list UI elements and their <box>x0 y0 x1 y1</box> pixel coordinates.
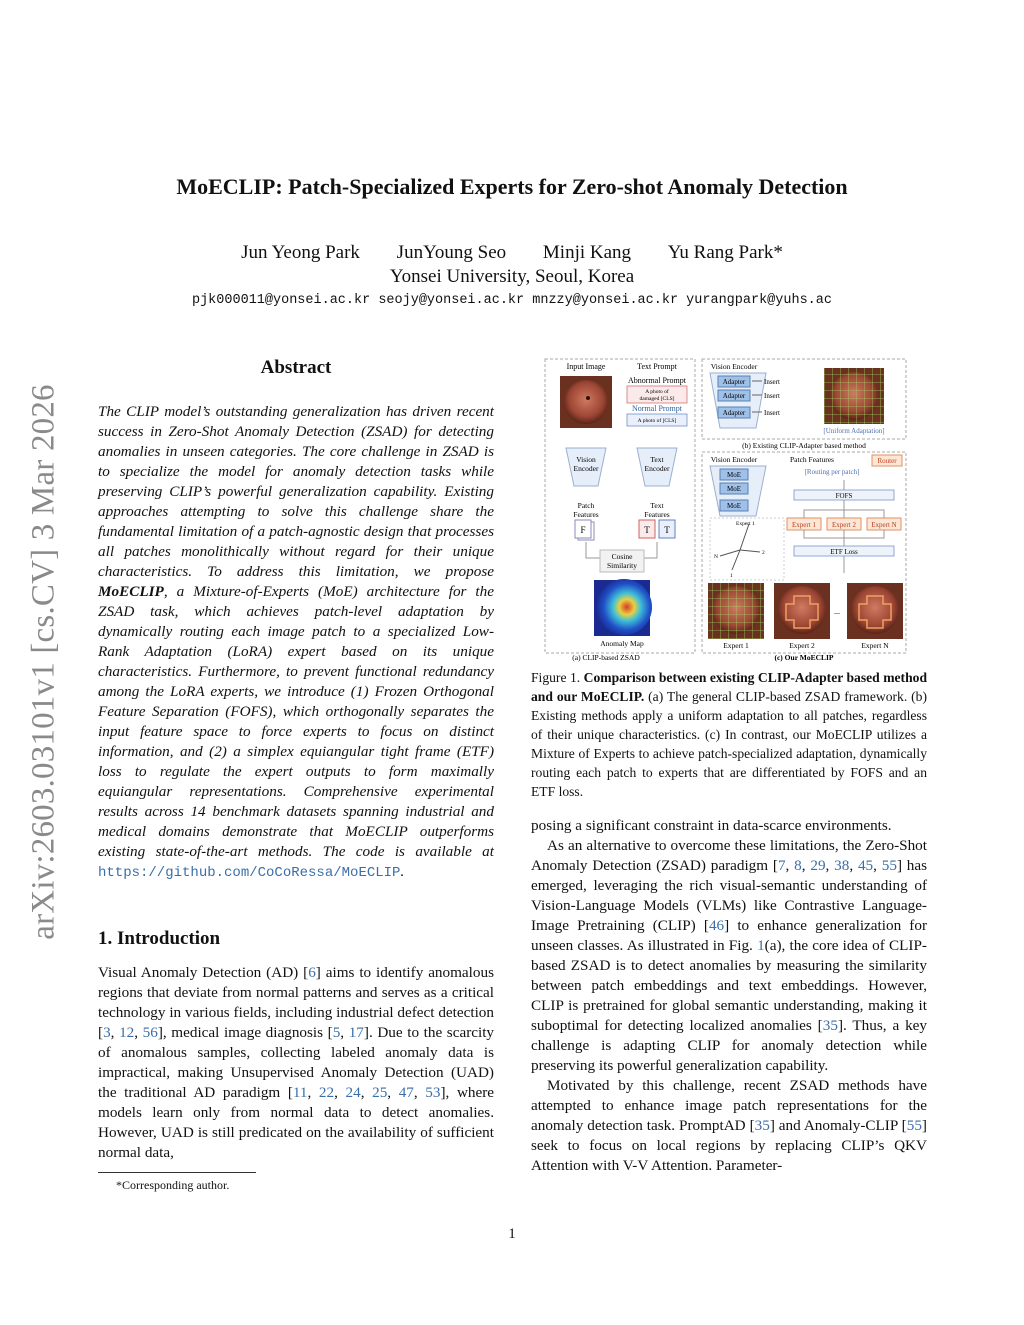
text-run: ] aims to identify anomalous regions that deviate from normal patterns and serves as a critical technology in various fields, including industrial defect detection [ <box>98 964 494 1041</box>
label-vision-encoder: Vision Encoder <box>710 455 758 464</box>
citation-link[interactable]: 8 <box>794 857 802 874</box>
ellipsis: ... <box>834 607 840 616</box>
right-column-text <box>531 816 927 1176</box>
section-heading-introduction: 1. Introduction <box>98 928 221 949</box>
citation-link[interactable]: 6 <box>308 964 316 981</box>
moe-block: MoE <box>727 471 741 479</box>
citation-link[interactable]: 12 <box>119 1024 135 1041</box>
citation-link[interactable]: 25 <box>372 1084 388 1101</box>
panel-c-caption: (c) Our MoECLIP <box>774 653 834 662</box>
simplex-axis-n: N <box>714 554 718 560</box>
text-feature-abnormal: T <box>644 525 650 535</box>
citation-link[interactable]: 3 <box>103 1024 111 1041</box>
text-run: (a), the core idea of CLIP-based ZSAD is to detect anomalies by measuring the similarity between patch embeddings and text embeddings. However, CLIP is pretrained for global semantic understanding, making it suboptimal for detecting localized anomalies [ <box>531 937 927 1034</box>
label-text-features: Features <box>644 510 670 519</box>
text-encoder: Encoder <box>644 464 670 473</box>
label-normal-prompt: Normal Prompt <box>632 404 682 413</box>
label-text-prompt: Text Prompt <box>637 362 677 371</box>
citation-link[interactable]: 46 <box>708 917 725 934</box>
author-emails: pjk000011@yonsei.ac.kr seojy@yonsei.ac.kr mnzzy@yonsei.ac.kr yurangpark@yuhs.ac <box>191 293 832 308</box>
citation-link[interactable]: 47 <box>398 1084 414 1101</box>
citation-link[interactable]: 38 <box>834 857 850 874</box>
label-patch-features: Patch Features <box>790 455 834 464</box>
figure-caption <box>531 668 927 801</box>
text-run: ], where models learn only from normal data to detect anomalies. However, UAD is still predicated on the availability of sufficient normal data, <box>98 1084 495 1161</box>
label-patch-features: Patch <box>577 501 595 510</box>
vision-encoder: Vision <box>576 455 596 464</box>
moe-block: MoE <box>727 485 741 493</box>
citation-link[interactable]: 17 <box>348 1024 364 1041</box>
text-run: ] and Anomaly-CLIP [ <box>769 1117 907 1134</box>
panel-b-caption: (b) Existing CLIP-Adapter based method <box>742 441 866 450</box>
author: Yu Rang Park* <box>667 242 783 263</box>
cosine-similarity: Cosine <box>611 552 633 561</box>
label-abnormal-prompt: Abnormal Prompt <box>628 376 686 385</box>
caption-label: Figure 1. <box>531 670 584 685</box>
page-number: 1 <box>508 1226 516 1242</box>
text-encoder: Text <box>650 455 664 464</box>
abnormal-prompt-text: A photo of <box>645 389 669 395</box>
author-list <box>0 242 1024 264</box>
text-run: , <box>360 1084 373 1101</box>
adapter-block: Adapter <box>722 409 746 417</box>
text-run: , <box>340 1024 349 1041</box>
paper-title: MoECLIP: Patch-Specialized Experts for Zero-shot Anomaly Detection <box>176 174 848 199</box>
author: JunYoung Seo <box>396 242 507 263</box>
simplex-expert-label: Expert 1 <box>736 521 755 527</box>
label-insert: Insert <box>764 378 780 386</box>
text-run: , <box>387 1084 399 1101</box>
text-run: , <box>334 1084 346 1101</box>
text-run: , <box>785 857 795 874</box>
label-insert: Insert <box>764 409 780 417</box>
expert-1-block: Expert 1 <box>792 521 816 529</box>
caption-text: (a) The general CLIP-based ZSAD framework. (b) Existing methods apply a uniform adaptation to all patches, regardless of their unique characteristics. (c) In contrast, our MoECLIP utilizes a Mixture of Experts to achieve patch-specialized adaptation, dynamically routing each patch to experts that are differentiated by FOFS and an ETF loss. <box>531 689 927 799</box>
adapter-block: Adapter <box>722 378 746 386</box>
text-run: , <box>134 1024 143 1041</box>
expert-n-block: Expert N <box>871 521 897 529</box>
arxiv-id-text: arXiv:2603.03101v1 [cs.CV] 3 Mar 2026 <box>25 384 62 940</box>
etf-simplex-diagram <box>710 518 784 580</box>
citation-link[interactable]: 7 <box>777 857 786 874</box>
normal-prompt-text: A photo of [CLS] <box>637 418 677 424</box>
text-run: As an alternative to overcome these limitations, the Zero-Shot Anomaly Detection (ZSAD) paradigm [ <box>531 837 927 874</box>
label-expert-1: Expert 1 <box>723 641 749 650</box>
author: Jun Yeong Park <box>241 242 360 263</box>
label-expert-n: Expert N <box>861 641 889 650</box>
text-run: ], medical image diagnosis [ <box>157 1024 333 1041</box>
text-run: , <box>110 1024 120 1041</box>
label-vision-encoder: Vision Encoder <box>710 362 758 371</box>
citation-link[interactable]: 55 <box>881 857 897 874</box>
paragraph-motivation <box>531 1076 927 1176</box>
text-run: Visual Anomaly Detection (AD) [ <box>98 964 309 981</box>
text-run: ]. Due to the scarcity of anomalous samples, collecting labeled anomaly data is impractical, making Unsupervised Anomaly Detection (UAD) the traditional AD paradigm [ <box>98 1024 495 1101</box>
label-anomaly-map: Anomaly Map <box>600 639 644 648</box>
vision-encoder: Encoder <box>573 464 599 473</box>
adapter-block: Adapter <box>722 392 746 400</box>
figure-diagram <box>544 358 908 664</box>
label-uniform-adaptation: [Uniform Adaptation] <box>823 427 885 435</box>
simplex-axis-2: 2 <box>762 550 765 556</box>
text-run: ] has emerged, leveraging the rich visual-semantic understanding of Vision-Language Models (VLMs) like Contrastive Language-Image Pretraining (CLIP) [ <box>531 857 928 934</box>
simplex-axis-1: 1 <box>730 573 733 579</box>
text-run: , <box>307 1084 319 1101</box>
label-text-features: Text <box>650 501 664 510</box>
text-run: , <box>849 857 858 874</box>
citation-link[interactable]: 55 <box>906 1117 922 1134</box>
label-insert: Insert <box>764 392 780 400</box>
text-run: , <box>825 857 835 874</box>
abstract-method-name: MoECLIP <box>98 583 164 600</box>
intro-text <box>98 963 494 1163</box>
text-run: , <box>873 857 882 874</box>
affiliation: Yonsei University, Seoul, Korea <box>389 266 635 287</box>
text-run: Motivated by this challenge, recent ZSAD methods have attempted to enhance image patch representations for the anomaly detection task. PromptAD [ <box>531 1077 927 1134</box>
etf-loss-block: ETF Loss <box>830 548 858 556</box>
label-patch-features: Features <box>573 510 599 519</box>
text-run: ]. Thus, a key challenge is adapting CLIP for anomaly detection while preserving its powerful generalization capability. <box>531 1017 928 1074</box>
abstract-text: , a Mixture-of-Experts (MoE) architecture for the ZSAD task, which achieves patch-level adaptation by dynamically routing each image patch to a specialized Low-Rank Adaptation (LoRA) expert based on its unique characteristics. Furthermore, to prevent functional redundancy among the LoRA experts, we introduce (1) Frozen Orthogonal Feature Separation (FOFS), which orthogonally separates the input feature space to force experts to focus on distinct information, and (2) a simplex equiangular tight frame (ETF) loss to regulate the expert outputs to form maximally equiangular representations. Comprehensive experimental results across 14 benchmark datasets spanning industrial and medical domains demonstrate that MoECLIP outperforms existing state-of-the-art methods. The code is available at <box>98 583 494 860</box>
paragraph-zsad <box>531 836 927 1076</box>
footnote: *Corresponding author. <box>116 1178 230 1192</box>
citation-link[interactable]: 22 <box>318 1084 335 1101</box>
arxiv-identifier <box>14 372 74 952</box>
citation-link[interactable]: 1 <box>757 937 765 954</box>
citation-link[interactable]: 35 <box>822 1017 838 1034</box>
abstract-body <box>98 402 494 883</box>
citation-link[interactable]: 35 <box>754 1117 770 1134</box>
citation-link[interactable]: 53 <box>425 1084 441 1101</box>
cosine-similarity: Similarity <box>607 561 637 570</box>
expert-2-block: Expert 2 <box>832 521 856 529</box>
text-feature-normal: T <box>664 525 670 535</box>
abnormal-prompt-text: damaged [CLS] <box>639 396 675 402</box>
abstract-heading: Abstract <box>260 357 332 378</box>
paragraph-continuation: posing a significant constraint in data-scarce environments. <box>531 817 892 834</box>
figure-1 <box>544 358 908 664</box>
citation-link[interactable]: 45 <box>857 857 874 874</box>
text-run: , <box>413 1084 426 1101</box>
caption-bold: Comparison between existing CLIP-Adapter based method and our MoECLIP. <box>531 670 928 704</box>
abstract-text: The CLIP model’s outstanding generalization has driven recent success in Zero-Shot Anomaly Detection (ZSAD) for detecting anomalies in unseen categories. The core challenge in ZSAD is to specialize the model for anomaly detection tasks while preserving CLIP’s powerful generalization capability. Existing approaches attempting to solve this challenge share the fundamental limitation of a patch-agnostic design that processes all patches monolithically without regard for their unique characteristics. To address this limitation, we propose <box>98 403 494 580</box>
abstract-end: . <box>400 863 405 880</box>
patch-feature-f: F <box>580 525 586 535</box>
panel-a-caption: (a) CLIP-based ZSAD <box>572 653 640 662</box>
author: Minji Kang <box>542 242 632 263</box>
moe-block: MoE <box>727 502 741 510</box>
text-run: ] to enhance generalization for unseen classes. As illustrated in Fig. <box>531 917 928 954</box>
router-block: Router <box>877 457 897 465</box>
code-link[interactable]: https://github.com/CoCoRessa/MoECLIP <box>98 865 401 881</box>
fofs-block: FOFS <box>835 492 853 500</box>
text-run: , <box>801 857 811 874</box>
citation-link[interactable]: 29 <box>810 857 826 874</box>
citation-link[interactable]: 24 <box>345 1084 361 1101</box>
text-run: ] seek to focus on local regions by replacing CLIP’s QKV Attention with V-V Attention. Parameter- <box>531 1117 927 1174</box>
label-routing-per-patch: [Routing per patch] <box>804 468 860 476</box>
citation-link[interactable]: 5 <box>332 1024 341 1041</box>
citation-link[interactable]: 11 <box>292 1084 308 1101</box>
intro-paragraph <box>98 963 494 1163</box>
footnote-rule <box>98 1172 256 1173</box>
citation-link[interactable]: 56 <box>142 1024 158 1041</box>
label-expert-2: Expert 2 <box>789 641 815 650</box>
label-input-image: Input Image <box>566 362 606 371</box>
